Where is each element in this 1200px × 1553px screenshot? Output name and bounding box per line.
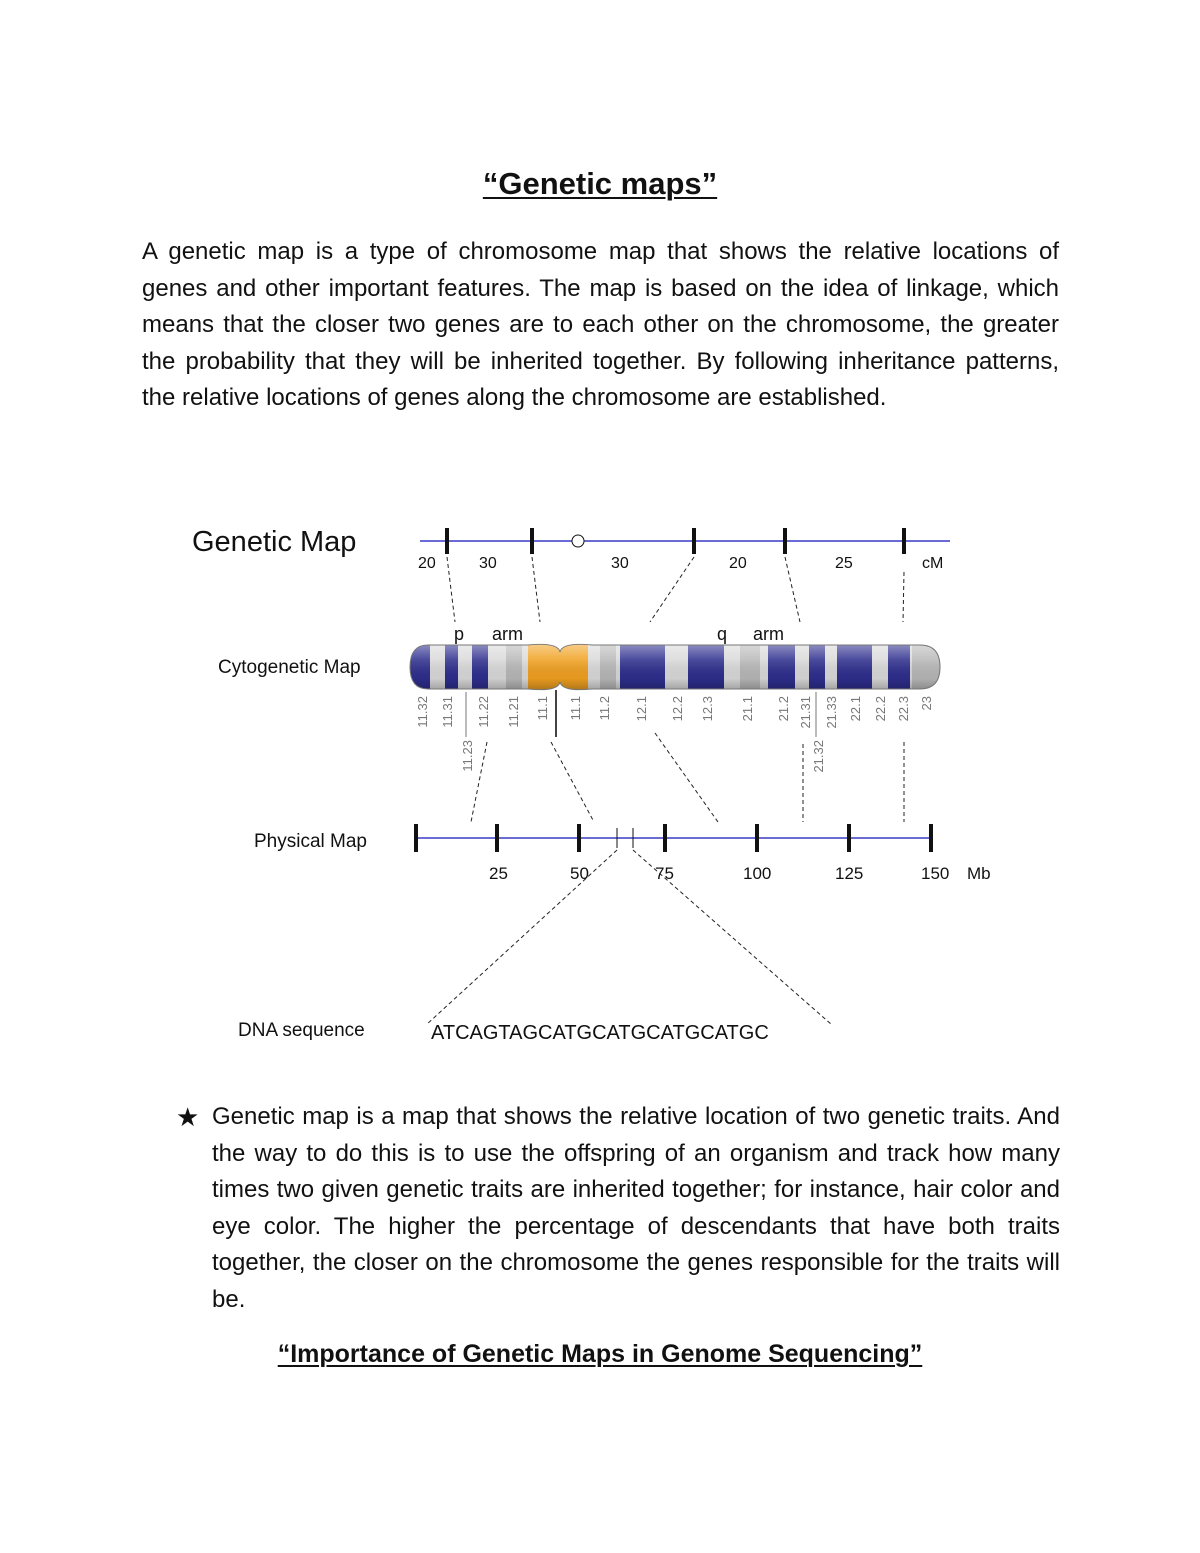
dna-sequence-label: DNA sequence (238, 1020, 365, 1041)
band-label: 22.2 (873, 696, 888, 722)
genetic-map-label: Genetic Map (192, 526, 357, 558)
mb-tick-125: 125 (835, 864, 864, 883)
band-label: 11.21 (506, 696, 521, 728)
physical-map-tick-labels (489, 864, 991, 883)
p-arm-word: arm (492, 624, 523, 644)
band-label: 21.31 (798, 696, 813, 729)
band-label: 12.2 (670, 696, 685, 722)
intro-paragraph: A genetic map is a type of chromosome map that shows the relative locations of genes and other important features. The map is based on the idea of linkage, which means that the closer two genes are to each other on the chromosome, the greater the probability that they will be inherited together. By following inheritance patterns, the relative locations of genes along the chromosome are established. (142, 238, 1059, 412)
p-arm-letter: p (454, 624, 465, 644)
mb-unit: Mb (967, 864, 991, 883)
bullet-point (176, 1099, 1060, 1319)
band-label: 12.3 (700, 696, 715, 722)
band-label: 11.32 (415, 696, 430, 728)
mb-tick-100: 100 (743, 864, 772, 883)
band-label: 11.23 (460, 740, 475, 772)
bullet-text: Genetic map is a map that shows the relative location of two genetic traits. And the way to do this is to use the offspring of an organism and track how many times two given genetic traits are inherited together; for instance, hair color and eye color. The higher the percentage of descendants that have both traits together, the closer on the chromosome the genes responsible for the traits will be. (212, 1103, 1060, 1313)
star-bullet-icon: ★ (176, 1102, 200, 1132)
band-label: 23 (919, 696, 934, 711)
chromosome (405, 640, 945, 695)
section-heading: “Importance of Genetic Maps in Genome Sequencing” (277, 1340, 923, 1368)
band-label: 21.2 (776, 696, 791, 722)
cm-interval-4: 20 (729, 555, 747, 572)
cyto-to-physical-connectors (471, 733, 904, 822)
mb-tick-50: 50 (570, 864, 589, 883)
genetic-map-distances (418, 555, 943, 572)
band-label: 22.1 (848, 696, 863, 722)
centromere-marker-icon (572, 535, 584, 547)
cm-interval-3: 30 (611, 555, 629, 572)
q-arm-word: arm (753, 624, 784, 644)
cm-interval-5: 25 (835, 555, 853, 572)
cm-unit: cM (922, 555, 944, 572)
cytogenetic-map-label: Cytogenetic Map (218, 657, 361, 678)
mb-tick-75: 75 (655, 864, 674, 883)
band-labels (415, 696, 934, 773)
band-label: 12.1 (634, 696, 649, 722)
band-label: 11.2 (597, 696, 612, 721)
cm-interval-1: 20 (418, 555, 436, 572)
band-label: 21.32 (811, 740, 826, 773)
mb-tick-25: 25 (489, 864, 508, 883)
band-label: 22.3 (896, 696, 911, 722)
genetic-map-diagram (0, 500, 1200, 1060)
band-label: 11.22 (476, 696, 491, 728)
genetic-map-figure (0, 500, 1200, 1060)
q-arm-letter: q (717, 624, 728, 644)
dna-sequence-text: ATCAGTAGCATGCATGCATGCATGC (431, 1022, 769, 1044)
band-label: 11.31 (440, 696, 455, 728)
band-label: 11.1 (535, 696, 550, 721)
band-label: 21.1 (740, 696, 755, 722)
band-label: 21.33 (824, 696, 839, 729)
page-title: “Genetic maps” (482, 166, 718, 201)
band-label: 11.1 (568, 696, 583, 721)
physical-map-label: Physical Map (254, 831, 367, 852)
cm-interval-2: 30 (479, 555, 497, 572)
mb-tick-150: 150 (921, 864, 950, 883)
